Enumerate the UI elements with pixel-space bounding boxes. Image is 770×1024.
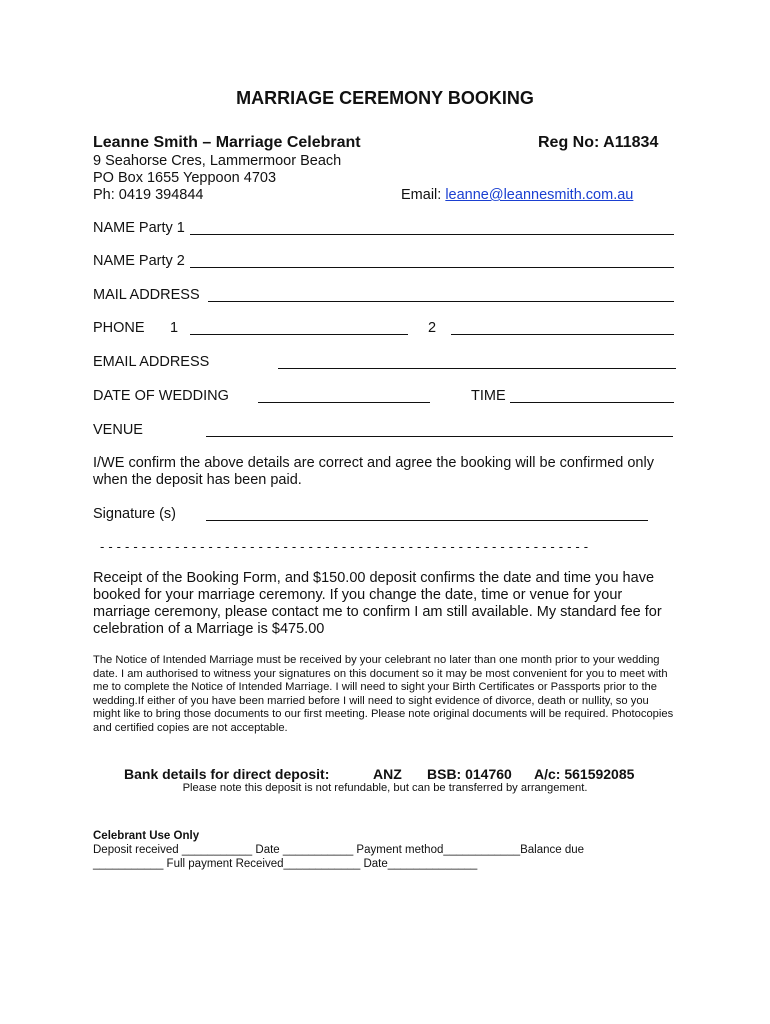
receipt-paragraph: Receipt of the Booking Form, and $150.00 deposit confirms the date and time you have booked for your marriage ceremony. If you change the date, time or venue for your marriage ceremony, please contact me to confirm I am still available. My standard fee for celebration of a Marriage is $475.00: [93, 570, 662, 637]
phone-1-field[interactable]: [190, 334, 408, 335]
name-party-1-field[interactable]: [190, 234, 674, 235]
wedding-date-field[interactable]: [258, 402, 430, 403]
email-address-field[interactable]: [278, 368, 676, 369]
time-label: TIME: [471, 388, 506, 404]
office-use-line-2: ___________ Full payment Received____________ Date______________: [93, 858, 478, 870]
email-address-label: EMAIL ADDRESS: [93, 354, 210, 370]
notice-paragraph: The Notice of Intended Marriage must be received by your celebrant no later than one month prior to your wedding date. I am authorised to witness your signatures on this document so it may be most convenient for you to meet with me to complete the Notice of Intended Marriage. I will need to sight your Birth Certificates or Passports prior to the wedding.If either of you have been married before I will need to sight evidence of divorce, death or nullity, so you might like to bring those documents to our first meeting. Please note original documents will be required. Photocopies and certified copies are not acceptable.: [93, 654, 674, 734]
phone-2-label: 2: [428, 320, 437, 336]
divider-dashes: - - - - - - - - - - - - - - - - - - - - - - - - - - - - - - - - - - - - - - - - - - - - - - - - - - - - - - - - - - -: [100, 539, 589, 554]
email-label: Email:: [401, 187, 442, 203]
confirmation-text: I/WE confirm the above details are correct and agree the booking will be confirmed only when the deposit has been paid.: [93, 455, 654, 488]
deposit-note: Please note this deposit is not refundable, but can be transferred by arrangement.: [182, 782, 588, 794]
venue-label: VENUE: [93, 422, 143, 438]
account-number: A/c: 561592085: [534, 766, 635, 782]
wedding-date-label: DATE OF WEDDING: [93, 388, 229, 404]
page-title: MARRIAGE CEREMONY BOOKING: [236, 88, 534, 108]
bsb-number: BSB: 014760: [427, 766, 512, 782]
email-link[interactable]: leanne@leannesmith.com.au: [445, 187, 634, 203]
signature-field[interactable]: [206, 520, 648, 521]
phone-label: PHONE: [93, 320, 145, 336]
celebrant-name: Leanne Smith – Marriage Celebrant: [93, 134, 361, 151]
celebrant-use-heading: Celebrant Use Only: [93, 830, 200, 842]
mail-address-label: MAIL ADDRESS: [93, 287, 200, 303]
bank-details-label: Bank details for direct deposit:: [124, 766, 330, 782]
name-party-2-field[interactable]: [190, 267, 674, 268]
phone-2-field[interactable]: [451, 334, 674, 335]
phone-1-label: 1: [170, 320, 179, 336]
address-line-2: PO Box 1655 Yeppoon 4703: [93, 170, 277, 186]
bank-name: ANZ: [373, 766, 402, 782]
venue-field[interactable]: [206, 436, 673, 437]
name-party-1-label: NAME Party 1: [93, 220, 185, 236]
phone-number: Ph: 0419 394844: [93, 187, 204, 203]
registration-number: Reg No: A11834: [538, 134, 659, 151]
email-line: [401, 187, 633, 203]
signature-label: Signature (s): [93, 506, 177, 522]
name-party-2-label: NAME Party 2: [93, 253, 185, 269]
mail-address-field[interactable]: [208, 301, 674, 302]
time-field[interactable]: [510, 402, 674, 403]
address-line-1: 9 Seahorse Cres, Lammermoor Beach: [93, 153, 342, 169]
office-use-line-1: Deposit received ___________ Date ___________ Payment method____________Balance due: [93, 844, 585, 856]
